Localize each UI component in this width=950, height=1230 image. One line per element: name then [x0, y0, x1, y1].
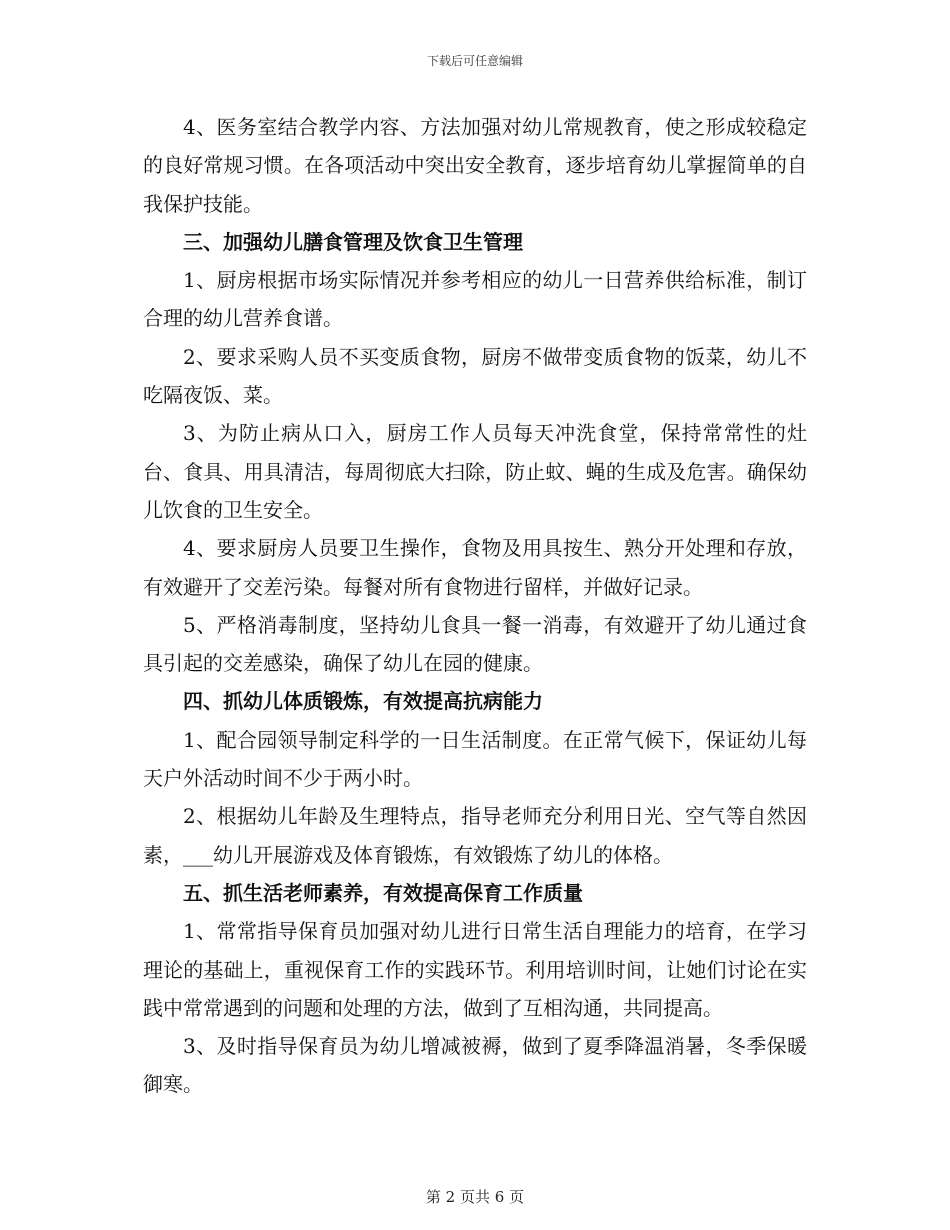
section-heading: 五、抓生活老师素养，有效提高保育工作质量 [183, 880, 583, 905]
paragraph: 3、为防止病从口入，厨房工作人员每天冲洗食堂，保持常常性的灶台、食具、用具清洁，每周彻底大扫除，防止蚊、蝇的生成及危害。确保幼儿饮食的卫生安全。 [143, 421, 807, 522]
page-footer: 第 2 页共 6 页 [425, 1188, 525, 1206]
paragraph: 4、医务室结合教学内容、方法加强对幼儿常规教育，使之形成较稳定的良好常规习惯。在各项活动中突出安全教育，逐步培育幼儿掌握简单的自我保护技能。 [143, 115, 807, 216]
paragraph: 2、根据幼儿年龄及生理特点，指导老师充分利用日光、空气等自然因素，___幼儿开展游戏及体育锻炼，有效锻炼了幼儿的体格。 [143, 804, 807, 867]
section-heading: 三、加强幼儿膳食管理及饮食卫生管理 [183, 229, 523, 254]
section-heading: 四、抓幼儿体质锻炼，有效提高抗病能力 [183, 689, 543, 714]
paragraph: 2、要求采购人员不买变质食物，厨房不做带变质食物的饭菜，幼儿不吃隔夜饭、菜。 [143, 344, 807, 408]
page-header: 下载后可任意编辑 [426, 54, 523, 68]
paragraph: 3、及时指导保育员为幼儿增减被褥，做到了夏季降温消暑，冬季保暖御寒。 [143, 1034, 807, 1097]
document-body [143, 108, 807, 1104]
paragraph: 4、要求厨房人员要卫生操作，食物及用具按生、熟分开处理和存放，有效避开了交差污染。每餐对所有食物进行留样，并做好记录。 [143, 536, 807, 599]
paragraph: 5、严格消毒制度，坚持幼儿食具一餐一消毒，有效避开了幼儿通过食具引起的交差感染，确保了幼儿在园的健康。 [143, 612, 807, 676]
paragraph: 1、配合园领导制定科学的一日生活制度。在正常气候下，保证幼儿每天户外活动时间不少于两小时。 [143, 727, 807, 791]
paragraph: 1、厨房根据市场实际情况并参考相应的幼儿一日营养供给标准，制订合理的幼儿营养食谱。 [143, 268, 807, 331]
paragraph: 1、常常指导保育员加强对幼儿进行日常生活自理能力的培育，在学习理论的基础上，重视保育工作的实践环节。利用培训时间，让她们讨论在实践中常常遇到的问题和处理的方法，做到了互相沟通，共同提高。 [143, 919, 807, 1020]
